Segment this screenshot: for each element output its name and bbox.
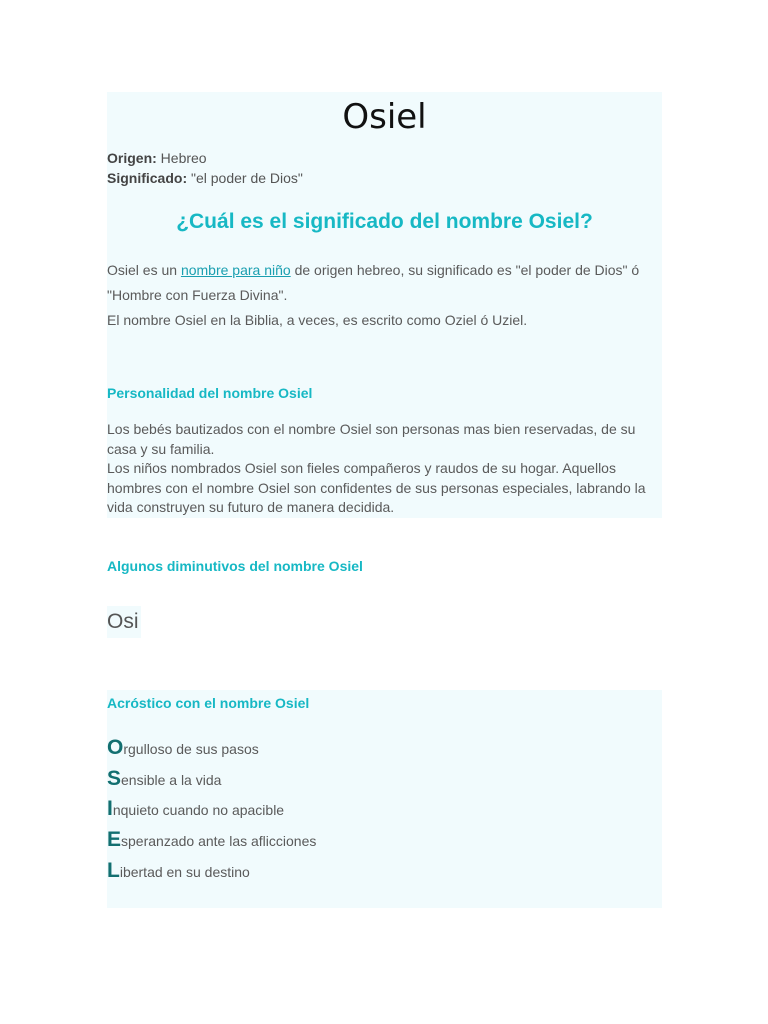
origin-line: [107, 148, 207, 168]
meaning-heading: ¿Cuál es el significado del nombre Osiel?: [176, 210, 593, 233]
meaning-paragraph: [107, 258, 663, 333]
acrostic-initial: O: [107, 736, 124, 759]
meaning-line: [107, 168, 303, 188]
personality-heading: Personalidad del nombre Osiel: [107, 385, 313, 401]
page-title: Osiel: [342, 97, 427, 137]
acrostic-text: ibertad en su destino: [119, 864, 250, 880]
acrostic-line: [107, 827, 316, 853]
personality-text-2: Los niños nombrados Osiel son fieles compañeros y raudos de su hogar. Aquellos hombres con el nombre Osiel son confidentes de sus personas especiales, labrando la vida construyen su futuro de manera decidida.: [107, 460, 646, 516]
acrostic-text: rgulloso de sus pasos: [123, 741, 259, 757]
acrostic-line: [107, 858, 250, 884]
acrostic-initial: E: [107, 828, 122, 851]
origin-label: Origen:: [107, 150, 157, 166]
meaning-value: "el poder de Dios": [191, 170, 303, 186]
acrostic-text: speranzado ante las aflicciones: [121, 833, 317, 849]
acrostic-text: nquieto cuando no apacible: [112, 802, 285, 818]
acrostic-heading: Acróstico con el nombre Osiel: [107, 695, 310, 711]
intro-text-start: Osiel es un: [107, 262, 181, 278]
boy-names-link[interactable]: nombre para niño: [180, 262, 291, 278]
intro-text-end: de origen hebreo, su significado es "el poder de Dios" ó "Hombre con Fuerza Divina".: [107, 262, 640, 303]
personality-paragraph: [107, 420, 663, 518]
acrostic-line: [107, 766, 221, 792]
acrostic-initial: I: [107, 797, 113, 820]
origin-value: Hebreo: [160, 150, 207, 166]
acrostic-line: [107, 735, 259, 761]
diminutive-item: Osi: [107, 606, 141, 638]
personality-text-1: Los bebés bautizados con el nombre Osiel son personas mas bien reservadas, de su casa y su familia.: [107, 421, 636, 457]
diminutives-heading: Algunos diminutivos del nombre Osiel: [107, 558, 363, 574]
bible-line: El nombre Osiel en la Biblia, a veces, es escrito como Oziel ó Uziel.: [107, 312, 528, 328]
acrostic-line: [107, 796, 284, 822]
acrostic-initial: L: [107, 859, 120, 882]
acrostic-initial: S: [107, 767, 122, 790]
meaning-label: Significado:: [107, 170, 188, 186]
acrostic-text: ensible a la vida: [121, 772, 222, 788]
